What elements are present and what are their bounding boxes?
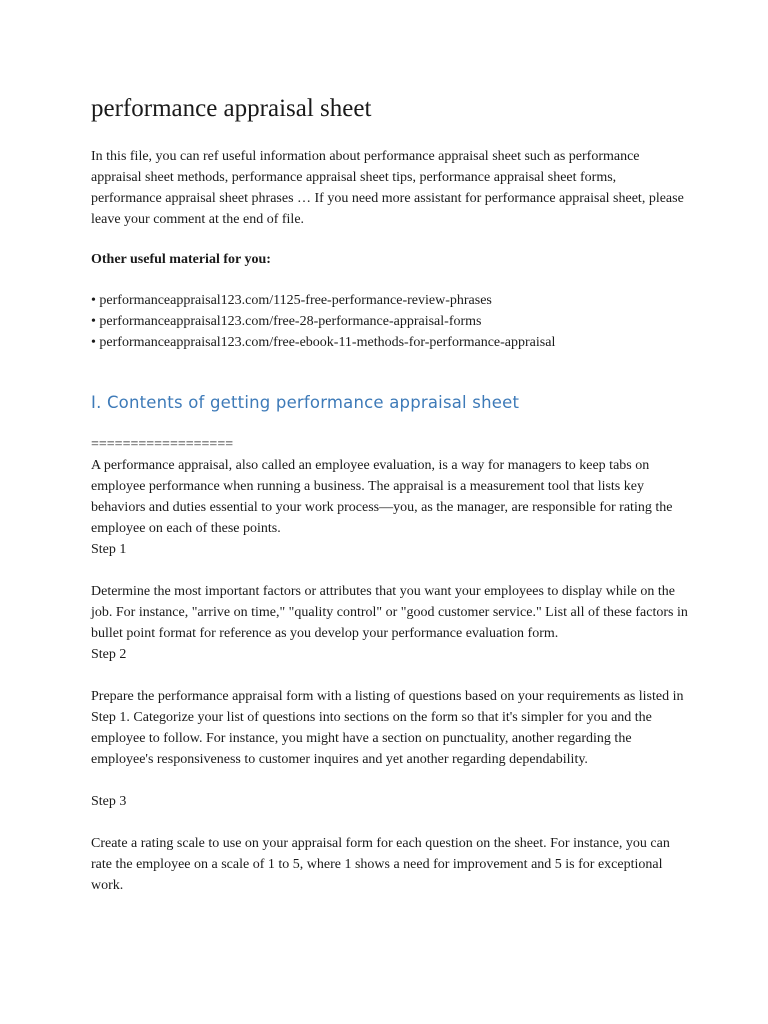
overview-paragraph: A performance appraisal, also called an employee evaluation, is a way for managers to keep tabs on employee performance when running a business. The appraisal is a measurement tool that lists key behaviors and duties essential to your work process—you, as the manager, are responsible for rating the employee on each of these points. [91,458,673,536]
paragraph-gap [91,665,691,686]
step-label: Step 2 [91,647,127,662]
material-link-item: • performanceappraisal123.com/free-28-performance-appraisal-forms [91,311,555,332]
document-title: performance appraisal sheet [91,95,372,122]
step-label: Step 3 [91,794,127,809]
separator-line: ================== [91,437,234,452]
step-paragraph: Prepare the performance appraisal form with a listing of questions based on your requirements as listed in Step 1. Categorize your list of questions into sections on the form so that it's simpler for you and the employee to follow. For instance, you might have a section on punctuality, another regarding the employee's responsiveness to customer inquires and yet another regarding dependability. [91,689,684,767]
material-link-item: • performanceappraisal123.com/free-ebook-11-methods-for-performance-appraisal [91,332,555,353]
paragraph-gap [91,770,691,791]
step-paragraph: Determine the most important factors or attributes that you want your employees to display while on the job. For instance, "arrive on time," "quality control" or "good customer service." List all of these factors in bullet point format for reference as you develop your performance evaluation form. [91,584,688,641]
paragraph-gap [91,560,691,581]
section-heading: I. Contents of getting performance appraisal sheet [91,393,520,412]
step-label: Step 1 [91,542,127,557]
paragraph-gap [91,812,691,833]
material-link-list [91,290,555,353]
section-body [91,434,691,896]
material-heading: Other useful material for you: [91,252,271,267]
intro-paragraph: In this file, you can ref useful information about performance appraisal sheet such as performance appraisal sheet methods, performance appraisal sheet tips, performance appraisal sheet forms, performance appraisal sheet phrases … If you need more assistant for performance appraisal sheet, please leave your comment at the end of file. [91,149,684,227]
material-link-item: • performanceappraisal123.com/1125-free-performance-review-phrases [91,290,555,311]
step-paragraph: Create a rating scale to use on your appraisal form for each question on the sheet. For instance, you can rate the employee on a scale of 1 to 5, where 1 shows a need for improvement and 5 is for exceptional work. [91,836,670,893]
